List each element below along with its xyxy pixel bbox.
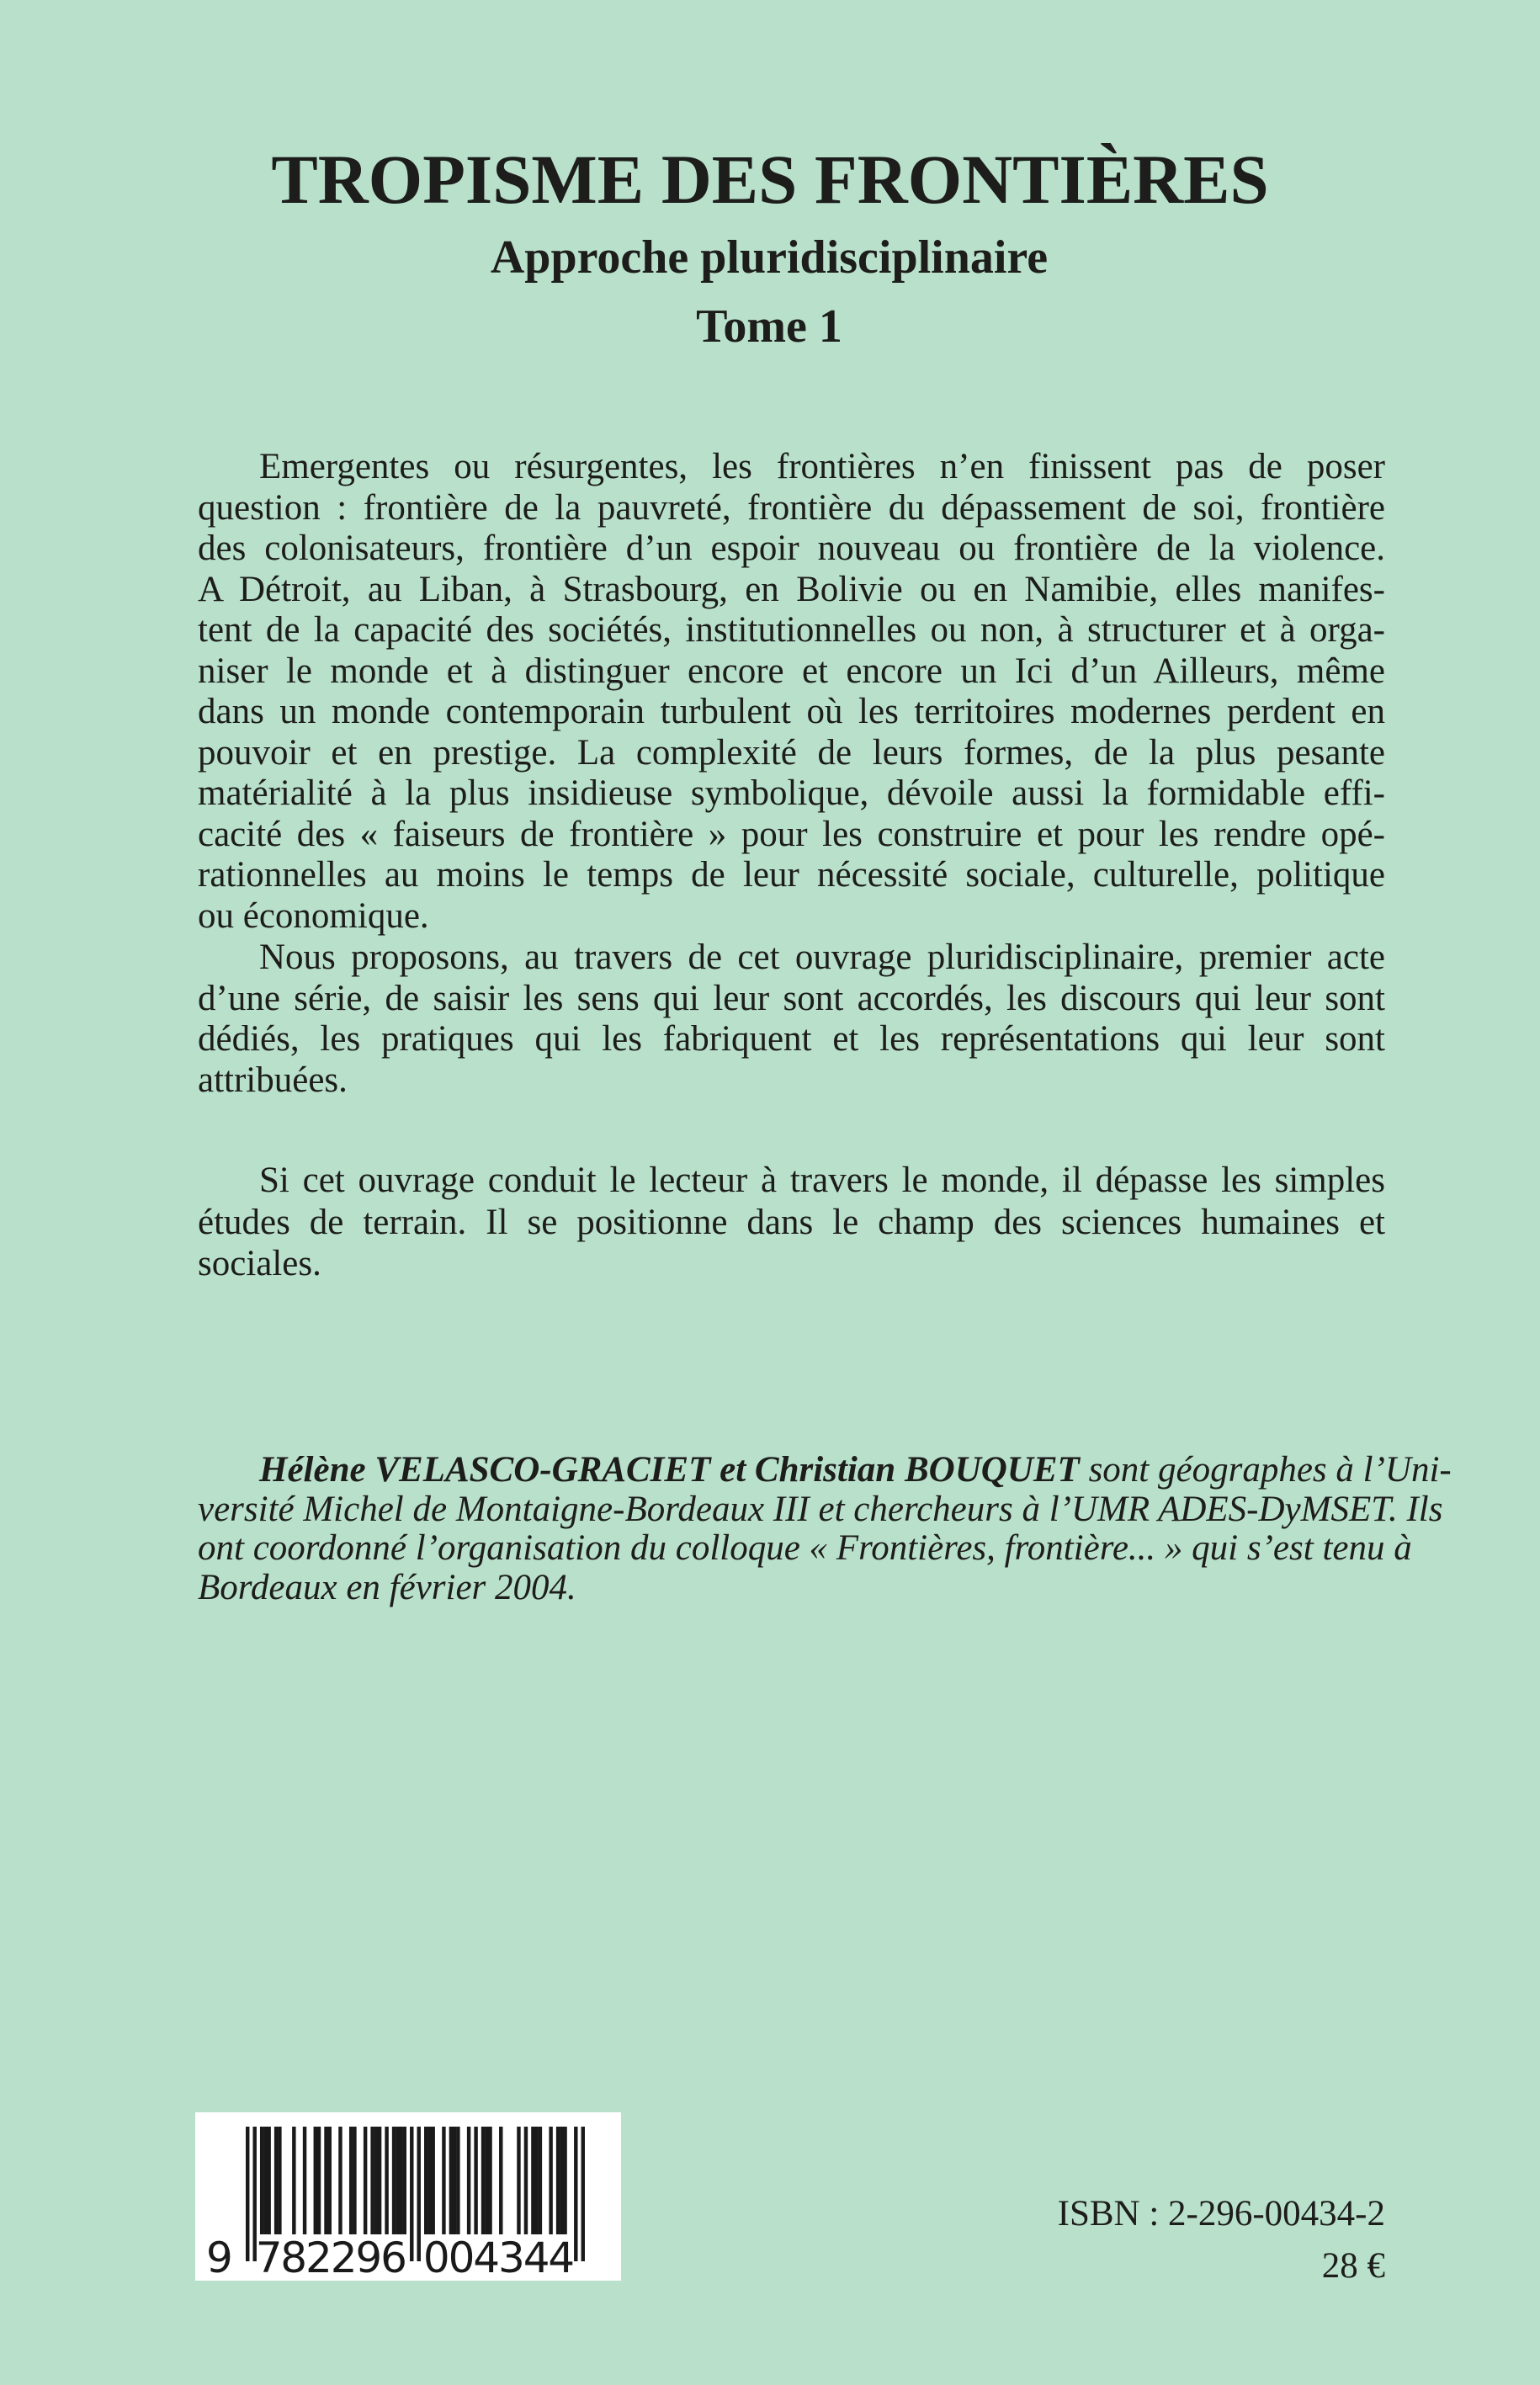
- author-text: sont géographes à l’Uni-: [1079, 1450, 1452, 1490]
- svg-text:4: 4: [473, 2234, 501, 2281]
- text-line: Bordeaux en février 2004.: [198, 1567, 576, 1607]
- text-line: Emergentes ou résurgentes, les frontières n’en finissent pas de poser: [259, 447, 1385, 486]
- ean13-barcode: [195, 2112, 621, 2281]
- text-line: pouvoir et en prestige. La complexité de leurs formes, de la plus pesante: [198, 732, 1385, 773]
- text-line: dans un monde contemporain turbulent où les territoires modernes perdent en: [198, 692, 1385, 731]
- book-subtitle: Approche pluridisciplinaire: [490, 231, 1049, 284]
- blurb-paragraph-1: [198, 447, 1385, 937]
- text-line: niser le monde et à distinguer encore et encore un Ici d’un Ailleurs, même: [198, 651, 1385, 691]
- svg-text:6: 6: [380, 2234, 407, 2281]
- text-line: [198, 1450, 1452, 1490]
- svg-text:0: 0: [448, 2234, 475, 2281]
- barcode-bars-icon: [195, 2112, 621, 2281]
- svg-text:4: 4: [523, 2234, 550, 2281]
- text-line: matérialité à la plus insidieuse symbolique, dévoile aussi la formidable effi-: [198, 773, 1385, 813]
- author-names: Hélène VELASCO-GRACIET et Christian BOUQUET: [259, 1450, 1080, 1490]
- price-label: 28 €: [1321, 2246, 1385, 2286]
- text-line: Nous proposons, au travers de cet ouvrage pluridisciplinaire, premier acte: [259, 938, 1385, 977]
- text-line: d’une série, de saisir les sens qui leur sont accordés, les discours qui leur sont: [198, 978, 1385, 1018]
- text-line: A Détroit, au Liban, à Strasbourg, en Bolivie ou en Namibie, elles manifes-: [198, 569, 1385, 609]
- svg-text:8: 8: [280, 2234, 308, 2281]
- svg-text:2: 2: [330, 2234, 358, 2281]
- svg-text:3: 3: [497, 2234, 525, 2281]
- text-line: rationnelles au moins le temps de leur nécessité sociale, culturelle, politique: [198, 855, 1385, 895]
- text-line: attribuées.: [198, 1060, 348, 1100]
- svg-text:9: 9: [355, 2234, 383, 2281]
- svg-text:4: 4: [548, 2234, 576, 2281]
- book-title: TROPISME DES FRONTIÈRES: [271, 141, 1269, 218]
- text-line: des colonisateurs, frontière d’un espoir nouveau ou frontière de la violence.: [198, 529, 1385, 568]
- svg-text:2: 2: [305, 2234, 332, 2281]
- text-line: versité Michel de Montaigne-Bordeaux III et chercheurs à l’UMR ADES-DyMSET. Ils: [198, 1489, 1443, 1529]
- blurb-paragraph-3: [198, 1160, 1385, 1285]
- svg-text:0: 0: [422, 2234, 450, 2281]
- volume-label: Tome 1: [696, 300, 842, 353]
- blurb-paragraph-2: [198, 938, 1385, 1101]
- text-line: question : frontière de la pauvreté, frontière du dépassement de soi, frontière: [198, 487, 1385, 528]
- text-line: sociales.: [198, 1244, 321, 1283]
- text-line: tent de la capacité des sociétés, institutionnelles ou non, à structurer et à orga-: [198, 610, 1385, 650]
- text-line: ont coordonné l’organisation du colloque « Frontières, frontière... » qui s’est tenu à: [198, 1528, 1412, 1568]
- text-line: cacité des « faiseurs de frontière » pour les construire et pour les rendre opé-: [198, 814, 1385, 854]
- text-line: Si cet ouvrage conduit le lecteur à travers le monde, il dépasse les simples: [259, 1161, 1385, 1200]
- text-line: ou économique.: [198, 895, 429, 936]
- isbn-label: ISBN : 2-296-00434-2: [1057, 2194, 1385, 2234]
- text-line: dédiés, les pratiques qui les fabriquent et les représentations qui leur sont: [198, 1019, 1385, 1059]
- authors-note: [198, 1450, 1452, 1607]
- text-line: études de terrain. Il se positionne dans le champ des sciences humaines et: [198, 1202, 1385, 1242]
- svg-text:9: 9: [206, 2234, 233, 2281]
- svg-text:7: 7: [255, 2234, 283, 2281]
